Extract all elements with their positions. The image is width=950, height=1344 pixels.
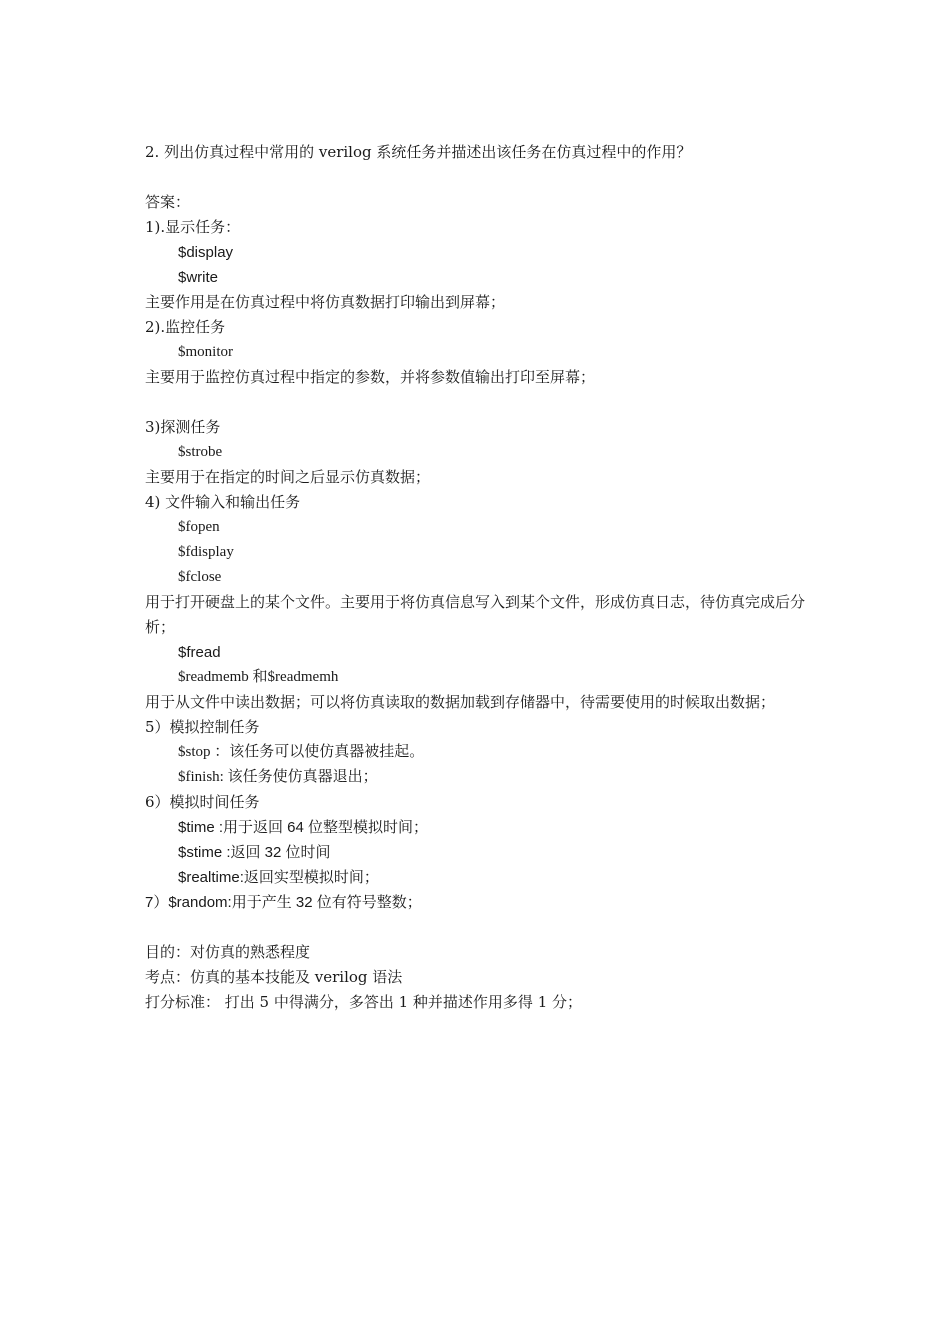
footer-grading: 打分标准： 打出 5 中得满分，多答出 1 种并描述作用多得 1 分； <box>145 993 583 1011</box>
task-strobe: $strobe <box>178 444 223 460</box>
task-time: $time :用于返回 64 位整型模拟时间； <box>178 819 429 836</box>
task-fdisplay: $fdisplay <box>178 544 234 560</box>
section-heading-display: 1).显示任务： <box>145 218 241 236</box>
footer-purpose: 目的：对仿真的熟悉程度 <box>145 943 311 961</box>
task-display: $display <box>178 244 234 261</box>
section-heading-strobe: 3)探测任务 <box>145 418 221 436</box>
section-heading-file: 4) 文件输入和输出任务 <box>145 493 301 511</box>
section-desc-strobe: 主要用于在指定的时间之后显示仿真数据； <box>145 468 431 486</box>
section-heading-random: 7）$random:用于产生 32 位有符号整数； <box>145 894 422 911</box>
answer-label: 答案： <box>145 193 191 211</box>
section-heading-time: 6）模拟时间任务 <box>145 793 260 811</box>
section-desc-display: 主要作用是在仿真过程中将仿真数据打印输出到屏幕； <box>145 293 506 311</box>
task-readmem: $readmemb 和$readmemh <box>178 669 339 685</box>
section-desc-file: 用于打开硬盘上的某个文件。主要用于将仿真信息写入到某个文件，形成仿真日志，待仿真完成后分析； <box>145 593 806 636</box>
task-fclose: $fclose <box>178 569 222 585</box>
section-desc-monitor: 主要用于监控仿真过程中指定的参数，并将参数值输出打印至屏幕； <box>145 368 596 386</box>
document-body <box>145 140 815 1015</box>
section-desc-file-read: 用于从文件中读出数据；可以将仿真读取的数据加载到存储器中，待需要使用的时候取出数据； <box>145 693 776 711</box>
task-write: $write <box>178 269 219 286</box>
spacer <box>145 165 815 190</box>
task-stime: $stime :返回 32 位时间 <box>178 844 331 861</box>
task-stop: $stop ：该任务可以使仿真器被挂起。 <box>178 744 425 760</box>
section-heading-monitor: 2).监控任务 <box>145 318 226 336</box>
task-fopen: $fopen <box>178 519 220 535</box>
task-monitor: $monitor <box>178 344 233 360</box>
section-heading-control: 5）模拟控制任务 <box>145 718 260 736</box>
question-text: 2. 列出仿真过程中常用的 verilog 系统任务并描述出该任务在仿真过程中的作用？ <box>145 143 692 161</box>
spacer <box>145 915 815 940</box>
task-realtime: $realtime:返回实型模拟时间； <box>178 869 379 886</box>
task-fread: $fread <box>178 644 221 661</box>
task-finish: $finish: 该任务使仿真器退出； <box>178 769 378 785</box>
footer-points: 考点：仿真的基本技能及 verilog 语法 <box>145 968 403 986</box>
spacer <box>145 390 815 415</box>
